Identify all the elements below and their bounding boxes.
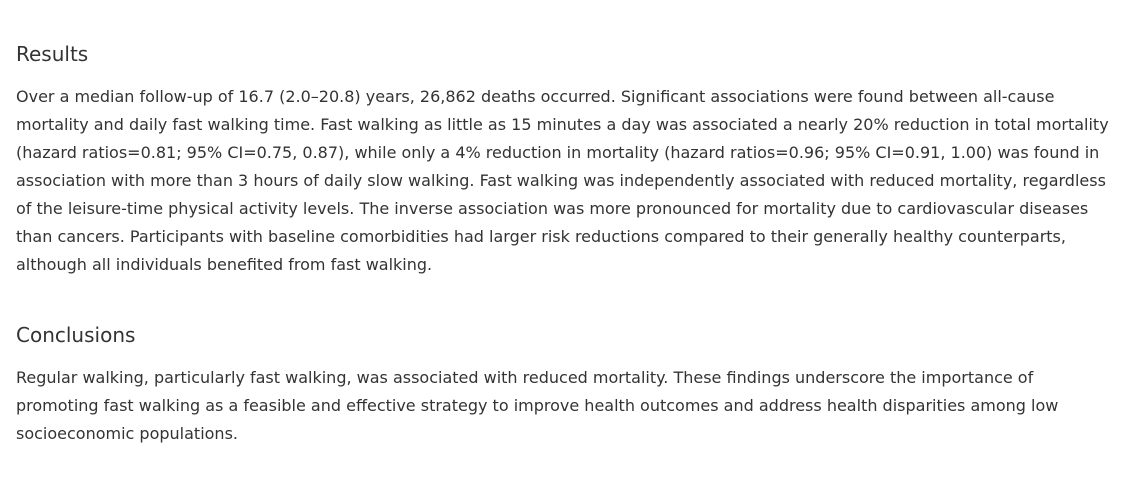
results-section: [16, 41, 1115, 279]
conclusions-section: [16, 322, 1115, 448]
conclusions-paragraph: Regular walking, particularly fast walking, was associated with reduced mortality. These findings underscore the importance of promoting fast walking as a feasible and effective strategy to improve health outcomes and address health disparities among low socioeconomic populations.: [16, 368, 1059, 443]
results-paragraph: Over a median follow-up of 16.7 (2.0–20.8) years, 26,862 deaths occurred. Significant associations were found between all-cause mortality and daily fast walking time. Fast walking as little as 15 minutes a day was associated a nearly 20% reduction in total mortality (hazard ratios=0.81; 95% CI=0.75, 0.87), while only a 4% reduction in mortality (hazard ratios=0.96; 95% CI=0.91, 1.00) was found in association with more than 3 hours of daily slow walking. Fast walking was independently associated with reduced mortality, regardless of the leisure-time physical activity levels. The inverse association was more pronounced for mortality due to cardiovascular diseases than cancers. Participants with baseline comorbidities had larger risk reductions compared to their generally healthy counterparts, although all individuals benefited from fast walking.: [16, 87, 1109, 274]
results-heading: Results: [16, 42, 89, 66]
conclusions-heading: Conclusions: [16, 323, 136, 347]
